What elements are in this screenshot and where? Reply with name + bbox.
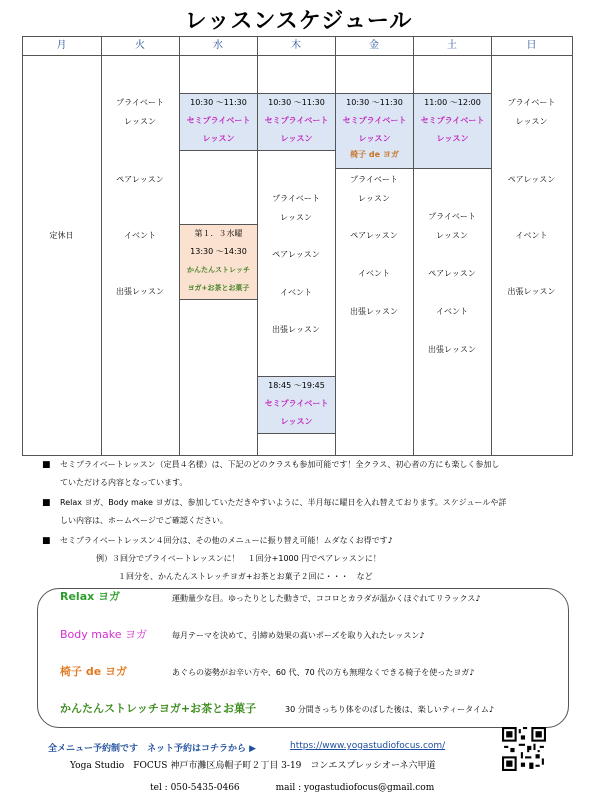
outreach-lesson-label: 出張レッスン — [116, 287, 164, 296]
menu-desc-bodymake: 毎月テーマを決めて、引締め効果の高いポーズを取り入れたレッスン♪ — [172, 631, 425, 640]
semi-private-slot: 10:30 〜11:30 セミプライベート レッスン — [179, 93, 258, 151]
private-lesson-label: プライベート レッスン — [507, 98, 556, 126]
day-header-sun: 日 — [491, 37, 572, 56]
stretch-yoga-slot: 第１．３水曜 13:30 〜14:30 かんたんストレッチ ヨガ+お茶とお菓子 — [179, 224, 258, 300]
studio-address: Yoga Studio FOCUS 神戸市灘区烏帽子町２丁目 3-19 コンエスプレッシオーネ六甲道 — [70, 761, 436, 771]
reserve-note: 全メニュー予約制です ネット予約はコチラから ▶ — [48, 744, 257, 754]
semi-private-slot: 10:30 〜11:30 セミプライベート レッスン 椅子 de ヨガ — [335, 93, 414, 169]
qr-code-icon[interactable] — [502, 727, 546, 771]
note-example-2: １回分を、かんたんストレッチヨガ+お茶とお菓子２回に・・・ など — [118, 572, 373, 581]
outreach-lesson-label: 出張レッスン — [272, 325, 320, 334]
note-transfer: セミプライベートレッスン４回分は、その他のメニューに振り替え可能！ムダなくお得です♪ — [60, 536, 393, 545]
outreach-lesson-label: 出張レッスン — [350, 307, 398, 316]
day-header-thu: 木 — [257, 37, 335, 56]
day-header-mon: 月 — [22, 37, 101, 56]
note-schedule: Relax ヨガ、Body make ヨガは、参加していただきやすいように、半月毎に曜日を入れ替えております。スケジュールや詳 しい内容は、ホームページでご確認ください。 — [60, 498, 507, 525]
menu-name-relax: Relax ヨガ — [60, 590, 121, 603]
pair-lesson-label: ペアレッスン — [350, 231, 398, 240]
menu-name-bodymake: Body make ヨガ — [60, 628, 147, 641]
private-lesson-label: プライベート レッスン — [350, 175, 398, 203]
pair-lesson-label: ペアレッスン — [507, 175, 556, 184]
pair-lesson-label: ペアレッスン — [428, 269, 476, 278]
private-lesson-label: プライベート レッスン — [116, 98, 164, 126]
menu-desc-stretch: 30 分間きっちり体をのばした後は、楽しいティータイム♪ — [285, 705, 495, 714]
website-link[interactable]: https://www.yogastudiofocus.com/ — [290, 741, 446, 751]
menu-name-stretch: かんたんストレッチヨガ+お茶とお菓子 — [60, 702, 257, 715]
closed-day-label: 定休日 — [49, 231, 74, 240]
semi-private-slot-evening: 18:45 〜19:45 セミプライベート レッスン — [257, 376, 336, 434]
day-header-tue: 火 — [101, 37, 179, 56]
bullet-icon: ■ — [42, 460, 51, 470]
bullet-icon: ■ — [42, 498, 51, 508]
menu-desc-chair: あぐらの姿勢がお辛い方や、60 代、70 代の方も無理なくできる椅子を使ったヨガ♪ — [172, 668, 475, 677]
outreach-lesson-label: 出張レッスン — [428, 345, 476, 354]
event-label: イベント — [515, 231, 548, 240]
private-lesson-label: プライベート レッスン — [428, 212, 476, 240]
menu-desc-relax: 運動量少な目。ゆったりとした動きで、ココロとカラダが温かくほぐれてリラックス♪ — [172, 594, 481, 603]
note-semi-private: セミプライベートレッスン（定員４名様）は、下記のどのクラスも参加可能です！全クラス、初心者の方にも楽しく参加し ていただける内容となっています。 — [60, 460, 500, 487]
pair-lesson-label: ペアレッスン — [116, 175, 164, 184]
event-label: イベント — [436, 307, 468, 316]
semi-private-slot: 10:30 〜11:30 セミプライベート レッスン — [257, 93, 336, 151]
bullet-icon: ■ — [42, 536, 51, 546]
note-example-1: 例）３回分でプライベートレッスンに！ １回分+1000 円でペアレッスンに！ — [96, 554, 381, 563]
page-title: レッスンスケジュール — [184, 9, 413, 34]
contact-info: tel : 050-5435-0466 mail : yogastudiofocus@gmail.com — [150, 783, 435, 793]
event-label: イベント — [124, 231, 156, 240]
private-lesson-label: プライベート レッスン — [272, 194, 320, 222]
day-header-sat: 土 — [413, 37, 491, 56]
day-header-fri: 金 — [335, 37, 413, 56]
day-header-wed: 水 — [179, 37, 257, 56]
menu-name-chair: 椅子 de ヨガ — [60, 665, 127, 678]
semi-private-slot: 11:00 〜12:00 セミプライベート レッスン — [413, 93, 492, 169]
event-label: イベント — [280, 288, 312, 297]
pair-lesson-label: ペアレッスン — [272, 250, 320, 259]
event-label: イベント — [358, 269, 390, 278]
outreach-lesson-label: 出張レッスン — [507, 287, 556, 296]
